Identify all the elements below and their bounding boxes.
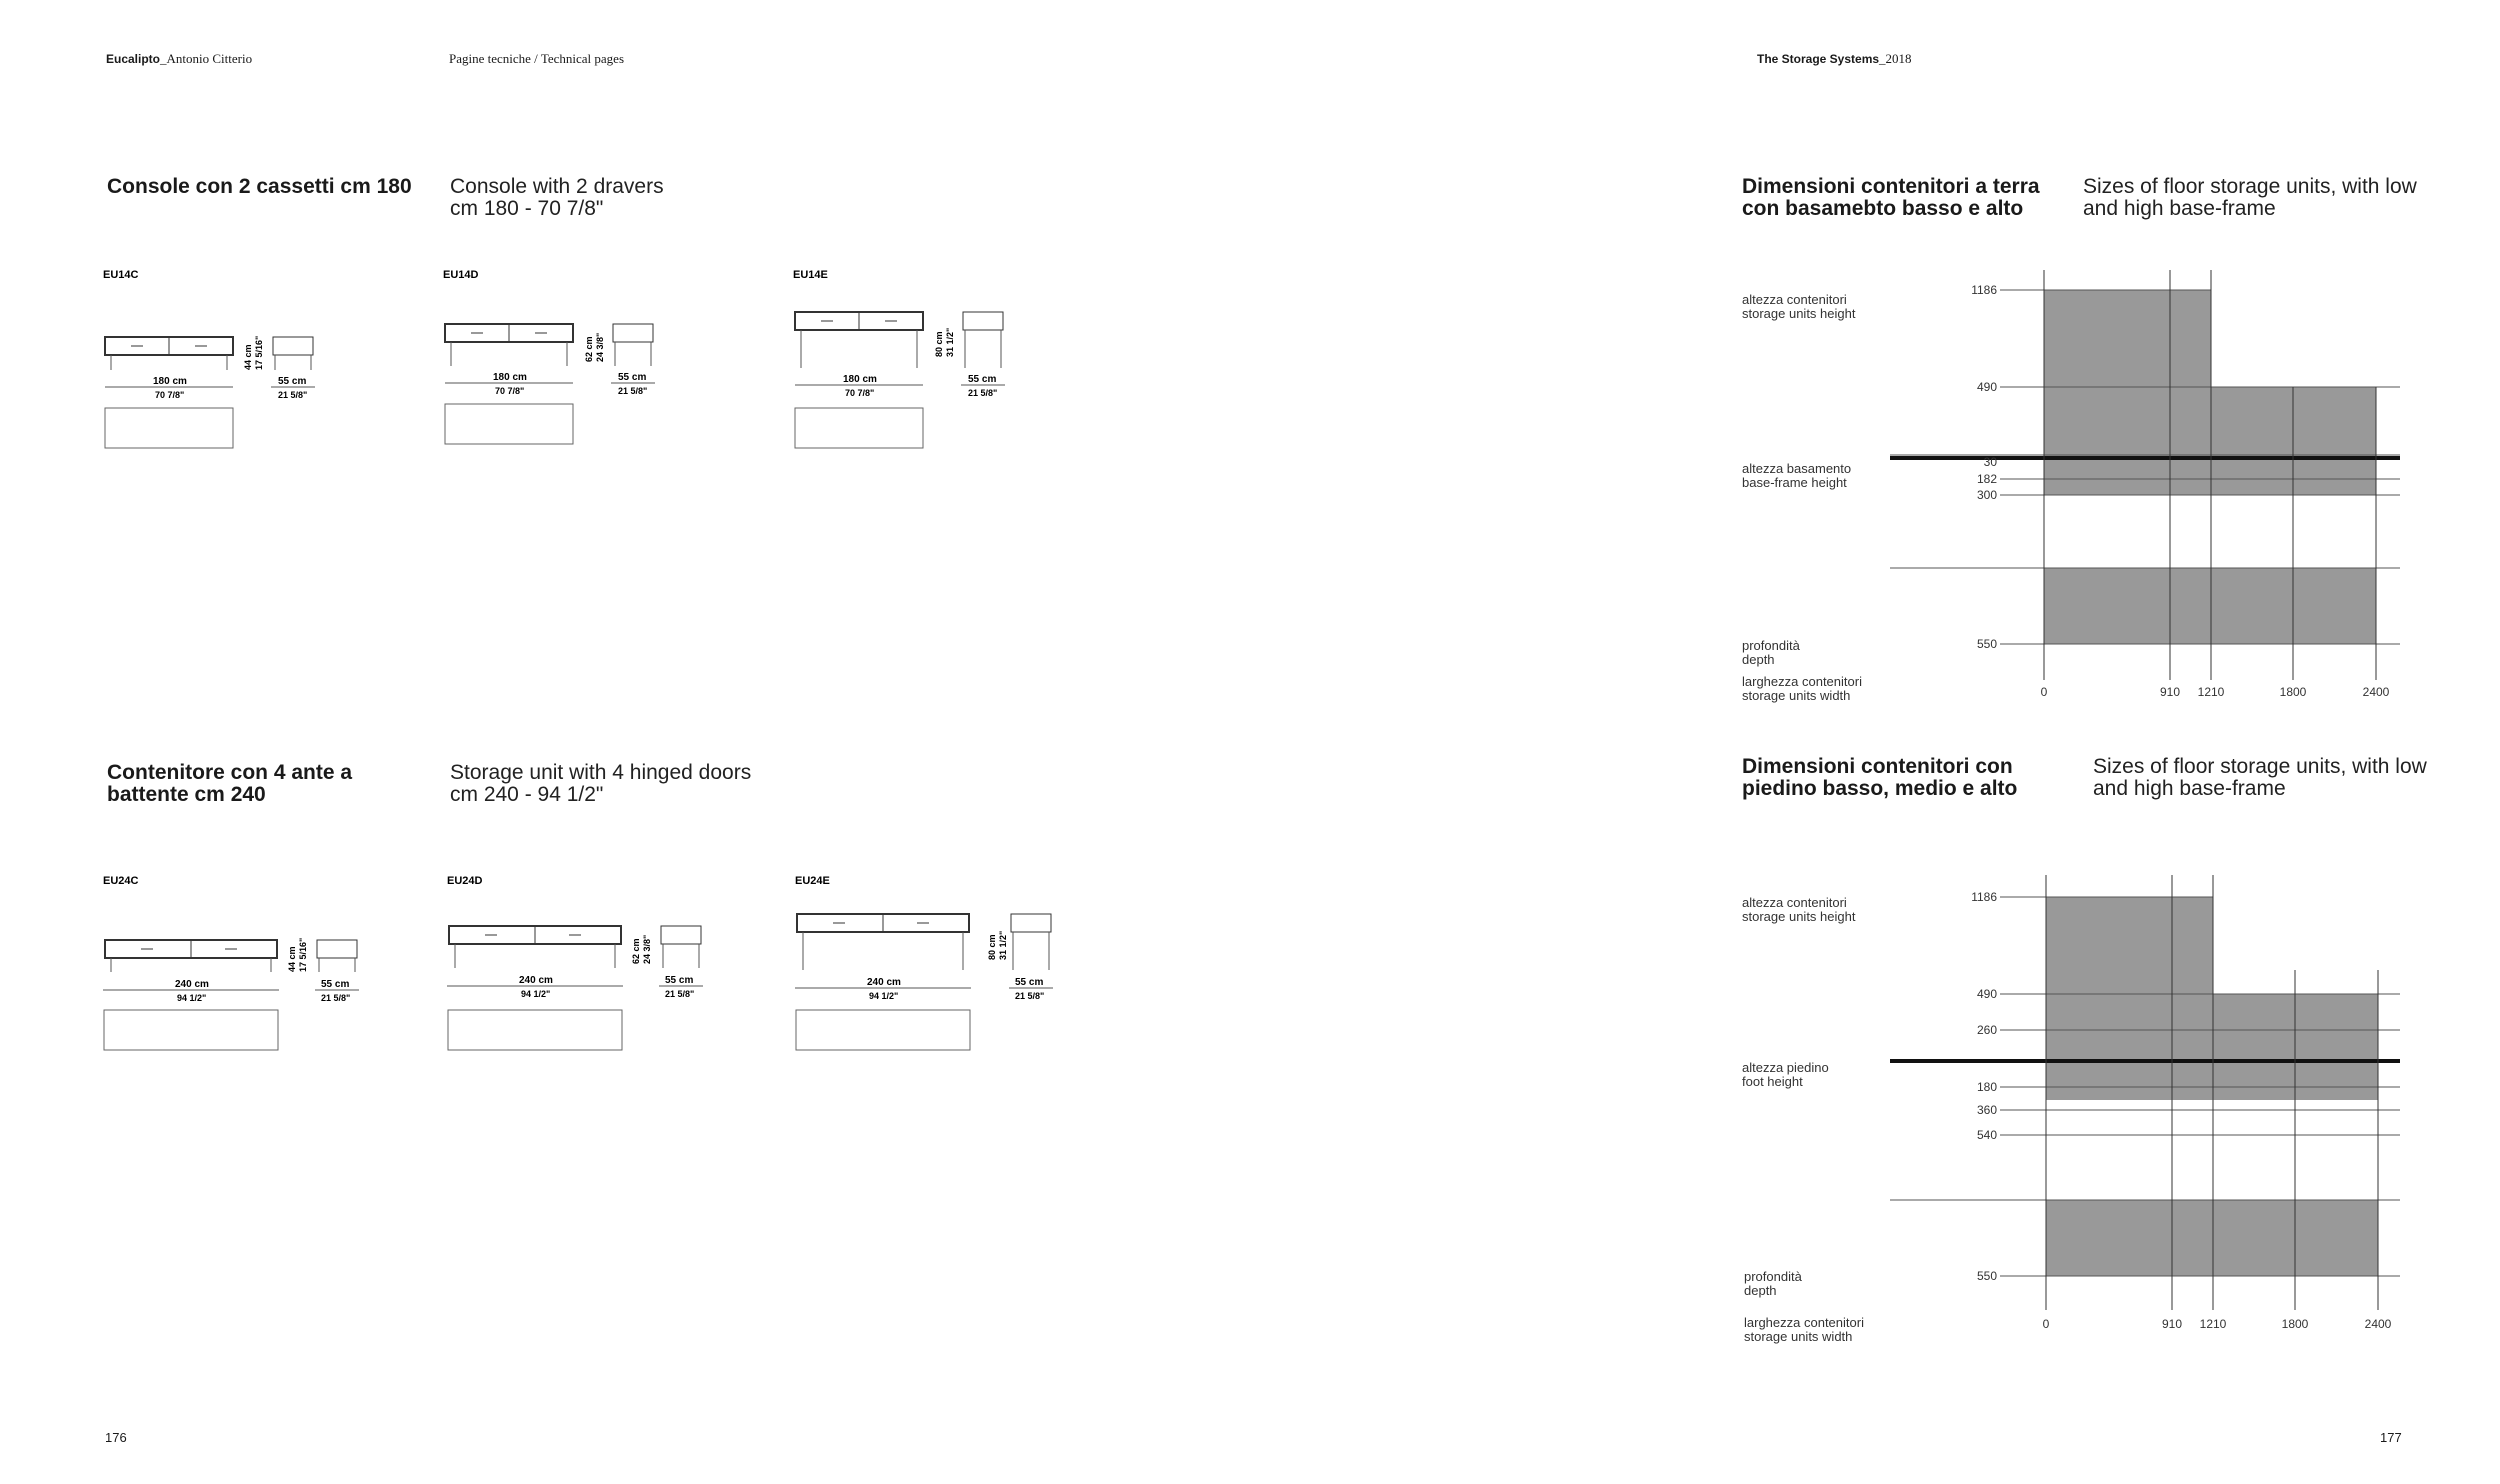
depth-cm: 55 cm bbox=[321, 979, 350, 990]
diagram-bottom-title-it: Dimensioni contenitori con piedino basso, medio e alto bbox=[1742, 755, 2018, 800]
depth-in: 21 5/8" bbox=[1015, 991, 1045, 1001]
tick-1186: 1186 bbox=[1971, 283, 1997, 297]
header-middle: Pagine tecniche / Technical pages bbox=[449, 51, 624, 66]
product-eu14c bbox=[103, 269, 315, 448]
depth-cm: 55 cm bbox=[1015, 977, 1044, 988]
depth-cm: 55 cm bbox=[278, 376, 307, 387]
label-foot: altezza piedino foot height bbox=[1742, 1060, 1829, 1089]
label-width-b: larghezza contenitori storage units width bbox=[1744, 1315, 1864, 1344]
tick-30: 30 bbox=[1983, 455, 1997, 469]
header-right: The Storage Systems_2018 bbox=[1757, 51, 1912, 66]
console-title-en: Console with 2 dravers cm 180 - 70 7/8" bbox=[450, 175, 664, 220]
depth-band bbox=[2044, 568, 2376, 644]
depth-band-b bbox=[2046, 1200, 2378, 1276]
product-code: EU24C bbox=[103, 875, 139, 887]
height-cm: 80 cm bbox=[987, 934, 997, 960]
tick-0: 0 bbox=[2040, 685, 2048, 699]
width-in: 94 1/2" bbox=[177, 993, 207, 1003]
label-depth: profondità depth bbox=[1742, 638, 1800, 667]
diagram-bottom-title-en: Sizes of floor storage units, with low and high base-frame bbox=[2093, 755, 2427, 800]
label-height-b: altezza contenitori storage units height bbox=[1742, 895, 1856, 924]
tick-550-b: 550 bbox=[1976, 1269, 1997, 1283]
label-height: altezza contenitori storage units height bbox=[1742, 292, 1856, 321]
width-in: 70 7/8" bbox=[495, 386, 525, 396]
product-eu24e bbox=[795, 875, 1053, 1050]
depth-in: 21 5/8" bbox=[618, 386, 648, 396]
tick-0-b: 0 bbox=[2042, 1317, 2050, 1331]
height-in: 17 5/16" bbox=[298, 937, 308, 972]
storage-title-it: Contenitore con 4 ante a battente cm 240 bbox=[107, 761, 353, 806]
width-cm: 240 cm bbox=[175, 979, 209, 990]
height-in: 31 1/2" bbox=[998, 930, 1008, 960]
tick-910-b: 910 bbox=[2161, 1317, 2183, 1331]
tick-1210: 1210 bbox=[2197, 685, 2225, 699]
width-cm: 180 cm bbox=[843, 374, 877, 385]
depth-cm: 55 cm bbox=[665, 975, 694, 986]
tall-unit bbox=[2044, 290, 2211, 495]
product-eu24c bbox=[103, 875, 359, 1050]
tick-2400-b: 2400 bbox=[2364, 1317, 2392, 1331]
tick-1186-b: 1186 bbox=[1971, 890, 1997, 904]
console-title-it: Console con 2 cassetti cm 180 bbox=[107, 175, 412, 198]
depth-in: 21 5/8" bbox=[321, 993, 351, 1003]
page-number-right: 177 bbox=[2380, 1430, 2402, 1445]
height-cm: 62 cm bbox=[584, 336, 594, 362]
width-in: 70 7/8" bbox=[155, 390, 185, 400]
console-drawings bbox=[95, 262, 1145, 462]
width-in: 94 1/2" bbox=[869, 991, 899, 1001]
width-cm: 240 cm bbox=[867, 977, 901, 988]
width-cm: 240 cm bbox=[519, 975, 553, 986]
height-in: 31 1/2" bbox=[945, 327, 955, 357]
tick-490: 490 bbox=[1976, 380, 1997, 394]
tick-300: 300 bbox=[1976, 488, 1997, 502]
diagram-top-title-it: Dimensioni contenitori a terra con basamebto basso e alto bbox=[1742, 175, 2040, 220]
tick-260-b: 260 bbox=[1976, 1023, 1997, 1037]
tall-unit-b bbox=[2046, 897, 2213, 1100]
header-left: Eucalipto_Antonio Citterio bbox=[106, 51, 253, 66]
label-width: larghezza contenitori storage units width bbox=[1742, 674, 1862, 703]
product-code: EU14E bbox=[793, 269, 828, 281]
tick-1210-b: 1210 bbox=[2199, 1317, 2227, 1331]
tick-540-b: 540 bbox=[1976, 1128, 1997, 1142]
label-base: altezza basamento base-frame height bbox=[1742, 461, 1852, 490]
height-cm: 62 cm bbox=[631, 938, 641, 964]
tick-490-b: 490 bbox=[1976, 987, 1997, 1001]
width-in: 70 7/8" bbox=[845, 388, 875, 398]
tick-550: 550 bbox=[1976, 637, 1997, 651]
height-in: 24 3/8" bbox=[595, 332, 605, 362]
tick-1800-b: 1800 bbox=[2281, 1317, 2309, 1331]
product-code: EU14D bbox=[443, 269, 479, 281]
tick-910: 910 bbox=[2159, 685, 2181, 699]
product-code: EU14C bbox=[103, 269, 139, 281]
diagram-bottom bbox=[1880, 860, 2420, 1340]
page-number-left: 176 bbox=[105, 1430, 127, 1445]
product-eu24d bbox=[447, 875, 703, 1050]
storage-title-en: Storage unit with 4 hinged doors cm 240 - 94 1/2" bbox=[450, 761, 752, 806]
product-eu14d bbox=[443, 269, 655, 444]
product-code: EU24E bbox=[795, 875, 830, 887]
height-in: 24 3/8" bbox=[642, 934, 652, 964]
height-cm: 44 cm bbox=[243, 344, 253, 370]
tick-360-b: 360 bbox=[1976, 1103, 1997, 1117]
depth-cm: 55 cm bbox=[618, 372, 647, 383]
tick-180-b: 180 bbox=[1976, 1080, 1997, 1094]
depth-in: 21 5/8" bbox=[278, 390, 308, 400]
product-eu14e bbox=[793, 269, 1005, 448]
tick-182: 182 bbox=[1976, 472, 1997, 486]
label-depth-b: profondità depth bbox=[1744, 1269, 1802, 1298]
height-in: 17 5/16" bbox=[254, 335, 264, 370]
storage-drawings bbox=[95, 868, 1145, 1068]
width-cm: 180 cm bbox=[153, 376, 187, 387]
height-cm: 80 cm bbox=[934, 331, 944, 357]
tick-2400: 2400 bbox=[2362, 685, 2390, 699]
diagram-top bbox=[1880, 260, 2420, 710]
height-cm: 44 cm bbox=[287, 946, 297, 972]
depth-cm: 55 cm bbox=[968, 374, 997, 385]
depth-in: 21 5/8" bbox=[968, 388, 998, 398]
product-code: EU24D bbox=[447, 875, 483, 887]
width-cm: 180 cm bbox=[493, 372, 527, 383]
tick-1800: 1800 bbox=[2279, 685, 2307, 699]
diagram-top-title-en: Sizes of floor storage units, with low and high base-frame bbox=[2083, 175, 2417, 220]
depth-in: 21 5/8" bbox=[665, 989, 695, 999]
width-in: 94 1/2" bbox=[521, 989, 551, 999]
